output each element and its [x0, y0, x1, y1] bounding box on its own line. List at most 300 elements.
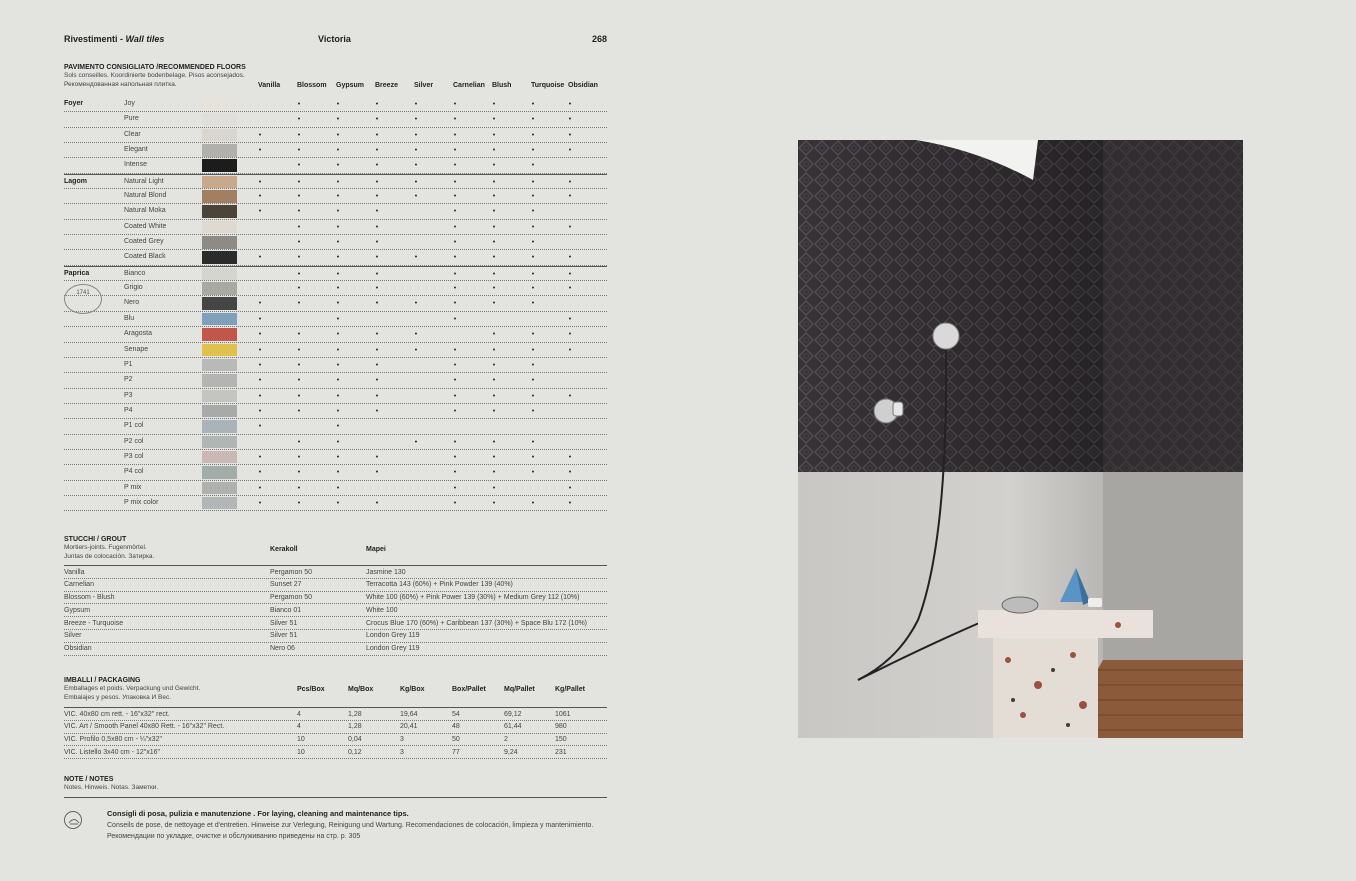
- packaging-value: 1,28: [348, 723, 362, 731]
- compatibility-dot: •: [297, 392, 301, 400]
- floors-col-turquoise: Turquoise: [531, 82, 565, 89]
- floor-row: [64, 419, 607, 434]
- compatibility-dot: •: [453, 239, 457, 247]
- floor-group-name: Paprica: [64, 269, 90, 277]
- floor-swatch: [202, 359, 237, 372]
- compatibility-dot: •: [297, 453, 301, 461]
- floor-swatch: [202, 159, 237, 172]
- compatibility-dot: •: [492, 193, 496, 201]
- compatibility-dot: •: [375, 300, 379, 308]
- packaging-value: 0,12: [348, 748, 362, 756]
- packaging-value: 19,64: [400, 710, 418, 718]
- compatibility-dot: •: [568, 315, 572, 323]
- grout-name: Carnelian: [64, 581, 94, 589]
- floor-row: [64, 327, 607, 342]
- compatibility-dot: •: [375, 131, 379, 139]
- compatibility-dot: •: [453, 178, 457, 186]
- floor-name: P2 col: [124, 437, 144, 445]
- compatibility-dot: •: [531, 285, 535, 293]
- compatibility-dot: •: [297, 499, 301, 507]
- compatibility-dot: •: [531, 147, 535, 155]
- 1741-logo: [64, 284, 102, 314]
- packaging-value: 50: [452, 736, 460, 744]
- packaging-value: 1061: [555, 710, 571, 718]
- compatibility-dot: •: [375, 361, 379, 369]
- compatibility-dot: •: [531, 116, 535, 124]
- compatibility-dot: •: [492, 254, 496, 262]
- compatibility-dot: •: [414, 346, 418, 354]
- compatibility-dot: •: [375, 116, 379, 124]
- floor-row: [64, 158, 607, 173]
- floor-row: [64, 481, 607, 496]
- compatibility-dot: •: [297, 346, 301, 354]
- floor-swatch: [202, 251, 237, 264]
- compatibility-dot: •: [258, 300, 262, 308]
- compatibility-dot: •: [453, 361, 457, 369]
- section-title-italic: Wall tiles: [125, 34, 165, 44]
- packaging-subtitle-1: Emballages et poids. Verpackung und Gewicht.: [64, 685, 201, 692]
- grout-row: [64, 617, 607, 630]
- compatibility-dot: •: [297, 101, 301, 108]
- tips-icon: [64, 811, 82, 829]
- compatibility-dot: •: [492, 469, 496, 477]
- packaging-value: 10: [297, 748, 305, 756]
- compatibility-dot: •: [531, 331, 535, 339]
- spec-sheet: [64, 0, 607, 881]
- compatibility-dot: •: [258, 147, 262, 155]
- compatibility-dot: •: [297, 254, 301, 262]
- logo-text: 1741: [76, 290, 90, 296]
- compatibility-dot: •: [414, 162, 418, 170]
- compatibility-dot: •: [453, 193, 457, 201]
- floor-swatch: [202, 451, 237, 464]
- floor-row: [64, 128, 607, 143]
- floor-name: Clear: [124, 130, 141, 138]
- packaging-subtitle-2: Embalajes y pesos. Упаковка И Вес.: [64, 693, 172, 701]
- grout-kerakoll: Nero 06: [270, 645, 295, 653]
- floor-swatch: [202, 497, 237, 510]
- compatibility-dot: •: [258, 331, 262, 339]
- compatibility-dot: •: [492, 239, 496, 247]
- compatibility-dot: •: [258, 392, 262, 400]
- grout-mapei: White 100: [366, 606, 398, 614]
- compatibility-dot: •: [492, 499, 496, 507]
- compatibility-dot: •: [336, 178, 340, 186]
- compatibility-dot: •: [568, 499, 572, 507]
- compatibility-dot: •: [453, 407, 457, 415]
- packaging-value: 0,04: [348, 736, 362, 744]
- compatibility-dot: •: [568, 193, 572, 201]
- grout-row: [64, 630, 607, 643]
- grout-name: Gypsum: [64, 606, 91, 614]
- compatibility-dot: •: [258, 208, 262, 216]
- compatibility-dot: •: [258, 315, 262, 323]
- compatibility-dot: •: [336, 346, 340, 354]
- grout-kerakoll: Pergamon 50: [270, 568, 313, 576]
- compatibility-dot: •: [414, 438, 418, 446]
- compatibility-dot: •: [531, 438, 535, 446]
- floor-name: P1 col: [124, 422, 144, 430]
- packaging-col-header: Mq/Box: [348, 686, 374, 693]
- compatibility-dot: •: [453, 315, 457, 323]
- floor-swatch: [202, 144, 237, 157]
- compatibility-dot: •: [492, 116, 496, 124]
- grout-mapei: Jasmine 130: [366, 568, 406, 576]
- compatibility-dot: •: [453, 270, 457, 278]
- compatibility-dot: •: [531, 193, 535, 201]
- grout-row: [64, 579, 607, 592]
- floor-row: [64, 112, 607, 127]
- grout-mapei: London Grey 119: [366, 632, 420, 640]
- packaging-item-name: VIC. Listello 3x40 cm - 12"x16": [64, 748, 161, 756]
- compatibility-dot: •: [531, 162, 535, 170]
- compatibility-dot: •: [568, 392, 572, 400]
- compatibility-dot: •: [375, 407, 379, 415]
- compatibility-dot: •: [258, 453, 262, 461]
- compatibility-dot: •: [531, 270, 535, 278]
- compatibility-dot: •: [453, 147, 457, 155]
- packaging-col-header: Pcs/Box: [297, 686, 325, 693]
- compatibility-dot: •: [258, 499, 262, 507]
- grout-col-mapei: Mapei: [366, 546, 386, 553]
- compatibility-dot: •: [258, 469, 262, 477]
- page-number: 268: [591, 34, 607, 44]
- compatibility-dot: •: [568, 101, 572, 108]
- section-title-bold: Rivestimenti -: [64, 34, 126, 44]
- compatibility-dot: •: [297, 469, 301, 477]
- compatibility-dot: •: [297, 193, 301, 201]
- compatibility-dot: •: [453, 392, 457, 400]
- compatibility-dot: •: [258, 178, 262, 186]
- packaging-value: 4: [297, 723, 301, 731]
- compatibility-dot: •: [336, 407, 340, 415]
- floor-swatch: [202, 344, 237, 357]
- floor-swatch: [202, 176, 237, 189]
- floor-swatch: [202, 205, 237, 218]
- grout-table: [64, 565, 607, 656]
- compatibility-dot: •: [453, 346, 457, 354]
- grout-name: Silver: [64, 632, 82, 640]
- packaging-row: [64, 734, 607, 747]
- compatibility-dot: •: [375, 162, 379, 170]
- packaging-col-header: Box/Pallet: [452, 686, 486, 693]
- floors-col-blush: Blush: [492, 82, 512, 89]
- compatibility-dot: •: [531, 377, 535, 385]
- floor-swatch: [202, 390, 237, 403]
- compatibility-dot: •: [414, 178, 418, 186]
- compatibility-dot: •: [492, 101, 496, 108]
- floor-name: Natural Blond: [124, 192, 167, 200]
- compatibility-dot: •: [336, 193, 340, 201]
- packaging-value: 231: [555, 748, 567, 756]
- floor-swatch: [202, 374, 237, 387]
- grout-kerakoll: Silver 51: [270, 632, 298, 640]
- packaging-value: 10: [297, 736, 305, 744]
- compatibility-dot: •: [414, 300, 418, 308]
- packaging-item-name: VIC. 40x80 cm rett. - 16"x32" rect.: [64, 710, 170, 718]
- compatibility-dot: •: [531, 499, 535, 507]
- packaging-title: IMBALLI / PACKAGING: [64, 677, 141, 684]
- compatibility-dot: •: [297, 116, 301, 124]
- floor-swatch: [202, 268, 237, 281]
- floor-row: [64, 97, 607, 112]
- compatibility-dot: •: [297, 162, 301, 170]
- floor-name: P mix color: [124, 498, 159, 506]
- bathroom-scene-image: [798, 140, 1243, 738]
- compatibility-dot: •: [568, 223, 572, 231]
- compatibility-dot: •: [568, 131, 572, 139]
- compatibility-dot: •: [375, 453, 379, 461]
- floor-swatch: [202, 420, 237, 433]
- grout-mapei: Crocus Blue 170 (60%) + Caribbean 137 (30%) + Space Blu 172 (10%): [366, 619, 588, 627]
- tips-text: Conseils de pose, de nettoyage et d'entretien. Hinweise zur Verlegung, Reinigung und Wartung. Recomendaciones de colocación, limpieza y mantenimiento. Рекомендации по укладке, очистке и обслуживанию приведены на стр. p. 305: [107, 822, 594, 840]
- compatibility-dot: •: [531, 392, 535, 400]
- grout-kerakoll: Silver 51: [270, 619, 298, 627]
- grout-mapei: Terracotta 143 (60%) + Pink Powder 139 (40%): [366, 581, 513, 589]
- compatibility-dot: •: [568, 178, 572, 186]
- floor-row: [64, 266, 607, 281]
- compatibility-dot: •: [375, 270, 379, 278]
- floor-name: Intense: [124, 161, 147, 169]
- compatibility-dot: •: [531, 407, 535, 415]
- compatibility-dot: •: [453, 377, 457, 385]
- floor-name: Pure: [124, 115, 139, 123]
- floor-name: Bianco: [124, 269, 146, 277]
- floor-row: [64, 174, 607, 189]
- packaging-section: [64, 677, 607, 756]
- compatibility-dot: •: [336, 101, 340, 108]
- packaging-row: [64, 721, 607, 734]
- compatibility-dot: •: [297, 438, 301, 446]
- compatibility-dot: •: [297, 178, 301, 186]
- compatibility-dot: •: [414, 254, 418, 262]
- compatibility-dot: •: [568, 285, 572, 293]
- floor-row: [64, 143, 607, 158]
- compatibility-dot: •: [375, 469, 379, 477]
- product-photo: [798, 140, 1243, 738]
- packaging-row: [64, 708, 607, 721]
- compatibility-dot: •: [492, 223, 496, 231]
- compatibility-dot: •: [375, 147, 379, 155]
- compatibility-dot: •: [336, 239, 340, 247]
- packaging-col-header: Kg/Pallet: [555, 686, 585, 693]
- packaging-table: [64, 707, 607, 759]
- compatibility-dot: •: [492, 208, 496, 216]
- grout-name: Breeze - Turquoise: [64, 619, 124, 627]
- compatibility-dot: •: [492, 438, 496, 446]
- floor-row: [64, 373, 607, 388]
- floor-swatch: [202, 113, 237, 126]
- compatibility-dot: •: [453, 285, 457, 293]
- grout-mapei: White 100 (60%) + Pink Power 139 (30%) + Medium Grey 112 (10%): [366, 594, 580, 602]
- compatibility-dot: •: [258, 131, 262, 139]
- floor-name: P4: [124, 406, 133, 414]
- floor-row: [64, 296, 607, 311]
- floor-swatch: [202, 405, 237, 418]
- floor-row: [64, 496, 607, 511]
- compatibility-dot: •: [375, 285, 379, 293]
- compatibility-dot: •: [492, 407, 496, 415]
- grout-section: [64, 536, 607, 653]
- collection-name: Victoria: [318, 34, 351, 44]
- floor-name: Coated Black: [124, 253, 166, 261]
- compatibility-dot: •: [336, 315, 340, 323]
- packaging-value: 3: [400, 736, 404, 744]
- floor-name: Coated White: [124, 222, 167, 230]
- compatibility-dot: •: [492, 162, 496, 170]
- floor-row: [64, 404, 607, 419]
- compatibility-dot: •: [492, 331, 496, 339]
- packaging-value: 2: [504, 736, 508, 744]
- compatibility-dot: •: [492, 270, 496, 278]
- compatibility-dot: •: [336, 438, 340, 446]
- floor-row: [64, 343, 607, 358]
- grout-kerakoll: Pergamon 50: [270, 594, 313, 602]
- floor-name: Aragosta: [124, 330, 153, 338]
- compatibility-dot: •: [336, 270, 340, 278]
- compatibility-dot: •: [336, 484, 340, 492]
- floor-swatch: [202, 313, 237, 326]
- floor-name: Blu: [124, 314, 135, 322]
- compatibility-dot: •: [568, 147, 572, 155]
- compatibility-dot: •: [568, 346, 572, 354]
- grout-title: STUCCHI / GROUT: [64, 536, 127, 543]
- floors-col-vanilla: Vanilla: [258, 82, 281, 89]
- compatibility-dot: •: [336, 423, 340, 431]
- compatibility-dot: •: [453, 300, 457, 308]
- compatibility-dot: •: [492, 377, 496, 385]
- compatibility-dot: •: [414, 193, 418, 201]
- compatibility-dot: •: [297, 208, 301, 216]
- compatibility-dot: •: [568, 484, 572, 492]
- compatibility-dot: •: [531, 469, 535, 477]
- grout-name: Obsidian: [64, 645, 92, 653]
- compatibility-dot: •: [297, 223, 301, 231]
- compatibility-dot: •: [414, 147, 418, 155]
- compatibility-dot: •: [375, 101, 379, 108]
- compatibility-dot: •: [258, 484, 262, 492]
- compatibility-dot: •: [492, 484, 496, 492]
- floor-row: [64, 435, 607, 450]
- grout-kerakoll: Bianco 01: [270, 606, 302, 614]
- compatibility-dot: •: [492, 346, 496, 354]
- floors-table: [64, 97, 607, 511]
- compatibility-dot: •: [258, 346, 262, 354]
- compatibility-dot: •: [531, 223, 535, 231]
- compatibility-dot: •: [375, 208, 379, 216]
- floor-name: P3 col: [124, 452, 144, 460]
- compatibility-dot: •: [492, 361, 496, 369]
- grout-row: [64, 604, 607, 617]
- compatibility-dot: •: [375, 377, 379, 385]
- compatibility-dot: •: [336, 254, 340, 262]
- compatibility-dot: •: [375, 346, 379, 354]
- compatibility-dot: •: [531, 239, 535, 247]
- floor-swatch: [202, 328, 237, 341]
- floor-name: Coated Grey: [124, 238, 164, 246]
- compatibility-dot: •: [453, 223, 457, 231]
- compatibility-dot: •: [531, 131, 535, 139]
- compatibility-dot: •: [336, 223, 340, 231]
- floor-row: [64, 389, 607, 404]
- floor-name: Grigio: [124, 284, 143, 292]
- floor-row: [64, 358, 607, 373]
- floor-row: [64, 189, 607, 204]
- floor-group-name: Foyer: [64, 100, 84, 107]
- compatibility-dot: •: [336, 208, 340, 216]
- packaging-col-header: Kg/Box: [400, 686, 425, 693]
- compatibility-dot: •: [414, 131, 418, 139]
- compatibility-dot: •: [336, 392, 340, 400]
- grout-row: [64, 643, 607, 656]
- compatibility-dot: •: [531, 300, 535, 308]
- compatibility-dot: •: [297, 131, 301, 139]
- compatibility-dot: •: [414, 331, 418, 339]
- packaging-value: 150: [555, 736, 567, 744]
- compatibility-dot: •: [336, 469, 340, 477]
- compatibility-dot: •: [297, 239, 301, 247]
- compatibility-dot: •: [414, 101, 418, 108]
- compatibility-dot: •: [531, 208, 535, 216]
- compatibility-dot: •: [297, 361, 301, 369]
- floors-col-breeze: Breeze: [375, 82, 398, 89]
- compatibility-dot: •: [375, 178, 379, 186]
- floors-col-obsidian: Obsidian: [568, 82, 598, 89]
- floor-row: [64, 312, 607, 327]
- compatibility-dot: •: [375, 223, 379, 231]
- floor-name: P4 col: [124, 468, 144, 476]
- compatibility-dot: •: [297, 377, 301, 385]
- compatibility-dot: •: [453, 484, 457, 492]
- floor-swatch: [202, 436, 237, 449]
- compatibility-dot: •: [531, 346, 535, 354]
- compatibility-dot: •: [375, 193, 379, 201]
- floor-row: [64, 465, 607, 480]
- compatibility-dot: •: [336, 300, 340, 308]
- compatibility-dot: •: [336, 285, 340, 293]
- compatibility-dot: •: [492, 392, 496, 400]
- compatibility-dot: •: [375, 331, 379, 339]
- floor-row: [64, 250, 607, 265]
- compatibility-dot: •: [492, 300, 496, 308]
- floor-name: P3: [124, 391, 133, 399]
- floor-name: Nero: [124, 299, 140, 307]
- floor-name: P1: [124, 360, 133, 368]
- packaging-value: 20,41: [400, 723, 418, 731]
- packaging-value: 980: [555, 723, 567, 731]
- floor-swatch: [202, 236, 237, 249]
- floors-col-blossom: Blossom: [297, 82, 327, 89]
- compatibility-dot: •: [568, 331, 572, 339]
- compatibility-dot: •: [297, 285, 301, 293]
- compatibility-dot: •: [453, 438, 457, 446]
- compatibility-dot: •: [297, 407, 301, 415]
- floor-row: [64, 281, 607, 296]
- compatibility-dot: •: [336, 131, 340, 139]
- compatibility-dot: •: [336, 453, 340, 461]
- packaging-value: 4: [297, 710, 301, 718]
- compatibility-dot: •: [492, 178, 496, 186]
- notes-subtitle: Notes. Hinweis. Notas. Заметки.: [64, 784, 159, 791]
- compatibility-dot: •: [568, 469, 572, 477]
- floor-name: Natural Moka: [124, 207, 166, 215]
- recommended-floors-section: [64, 64, 607, 507]
- packaging-item-name: VIC. Profilo 0,5x80 cm - ¼"x32": [64, 736, 162, 744]
- grout-row: [64, 566, 607, 579]
- floor-swatch: [202, 466, 237, 479]
- compatibility-dot: •: [297, 147, 301, 155]
- compatibility-dot: •: [258, 407, 262, 415]
